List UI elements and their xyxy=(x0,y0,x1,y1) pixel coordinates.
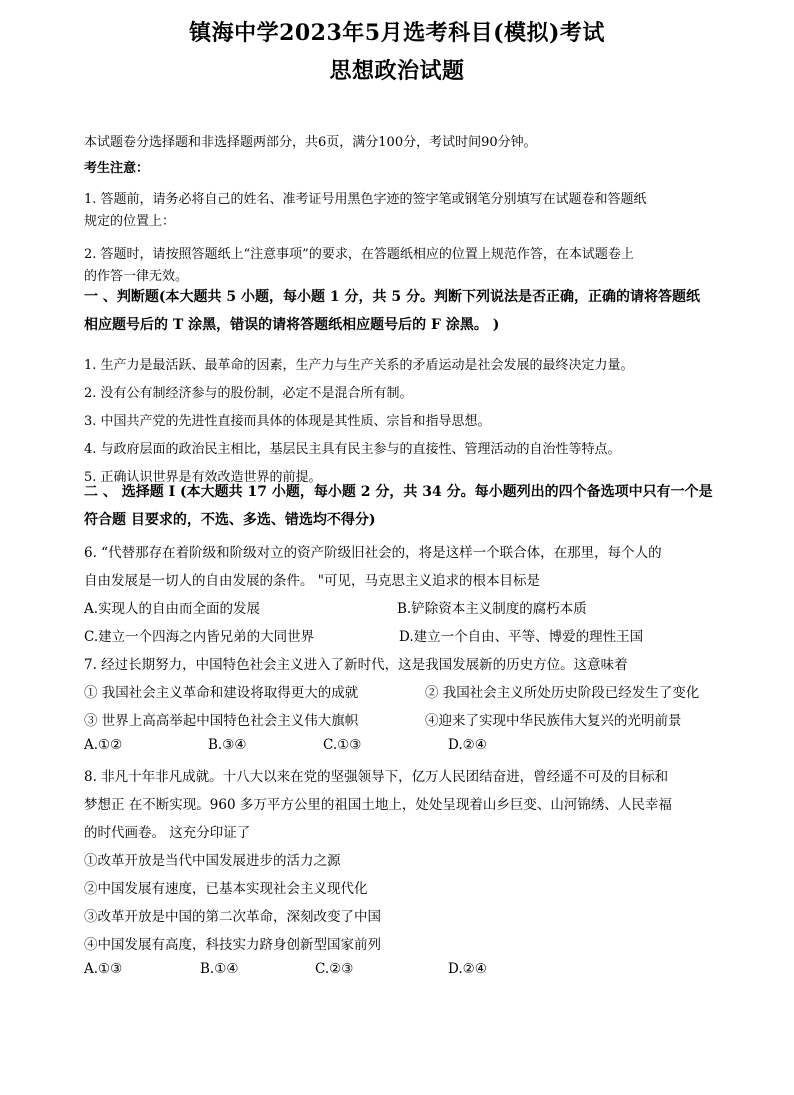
section2-heading-line-2: 符合题 目要求的，不选、多选、错选均不得分) xyxy=(84,512,376,528)
q6-stem-line-1: 6. “代替那存在着阶级和阶级对立的资产阶级旧社会的，将是这样一个联合体，在那里，每个人的 xyxy=(84,545,662,561)
q7-statement-2: ② 我国社会主义所处历史阶段已经发生了变化 xyxy=(425,685,700,701)
q7-option-b: B.③④ xyxy=(208,737,247,753)
note-1-line-2: 规定的位置上： xyxy=(84,214,176,229)
q7-stem: 7. 经过长期努力，中国特色社会主义进入了新时代，这是我国发展新的历史方位。这意味着 xyxy=(84,657,628,673)
q7-option-d: D.②④ xyxy=(448,737,487,753)
page-title: 镇海中学2023年5月选考科目(模拟)考试 xyxy=(189,20,605,46)
q8-statement-3: ③改革开放是中国的第二次革命，深刻改变了中国 xyxy=(84,909,381,925)
section1-heading-line-2: 相应题号后的 T 涂黑，错误的请将答题纸相应题号后的 F 涂黑。 ) xyxy=(84,317,500,333)
q8-statement-2: ②中国发展有速度，已基本实现社会主义现代化 xyxy=(84,881,368,897)
q6-option-b: B.铲除资本主义制度的腐朽本质 xyxy=(397,601,587,617)
q8-statement-1: ①改革开放是当代中国发展进步的活力之源 xyxy=(84,853,341,869)
section1-heading-line-1: 一 、判断题(本大题共 5 小题，每小题 1 分，共 5 分。判断下列说法是否正确，正确的请将答题纸 xyxy=(84,289,700,305)
q8-stem-line-2: 梦想正 在不断实现。960 多万平方公里的祖国土地上，处处呈现着山乡巨变、山河锦绣、人民幸福 xyxy=(84,797,672,813)
q7-statement-3: ③ 世界上高高举起中国特色社会主义伟大旗帜 xyxy=(84,713,359,729)
judgment-item-3: 3. 中国共产党的先进性直接而具体的体现是其性质、宗旨和指导思想。 xyxy=(84,414,491,429)
judgment-item-1: 1. 生产力是最活跃、最革命的因素，生产力与生产关系的矛盾运动是社会发展的最终决定力量。 xyxy=(84,358,634,373)
note-2-line-1: 2. 答题时，请按照答题纸上“注意事项”的要求，在答题纸相应的位置上规范作答，在本试题卷上 xyxy=(84,247,634,262)
q8-stem-line-1: 8. 非凡十年非凡成就。十八大以来在党的坚强领导下，亿万人民团结奋进，曾经遥不可及的目标和 xyxy=(84,769,669,785)
note-1-line-1: 1. 答题前，请务必将自己的姓名、准考证号用黑色字迹的签字笔或钢笔分别填写在试题卷和答题纸 xyxy=(84,192,647,207)
judgment-item-5: 5. 正确认识世界是有效改造世界的前提。 xyxy=(84,470,322,485)
q6-option-d: D.建立一个自由、平等、博爱的理性王国 xyxy=(399,629,644,645)
q8-option-d: D.②④ xyxy=(448,961,487,977)
q8-option-b: B.①④ xyxy=(200,961,239,977)
q7-statement-1: ① 我国社会主义革命和建设将取得更大的成就 xyxy=(84,685,359,701)
q7-option-a: A.①② xyxy=(84,737,123,753)
q8-stem-line-3: 的时代画卷。 这充分印证了 xyxy=(84,825,251,841)
q7-statement-4: ④迎来了实现中华民族伟大复兴的光明前景 xyxy=(425,713,682,729)
note-2-line-2: 的作答一律无效。 xyxy=(84,269,189,284)
section2-heading-line-1: 二 、 选择题 I (本大题共 17 小题，每小题 2 分，共 34 分。每小题列出的四个备选项中只有一个是 xyxy=(84,484,713,500)
q6-option-a: A.实现人的自由而全面的发展 xyxy=(84,601,261,617)
q6-stem-line-2: 自由发展是一切人的自由发展的条件。 "可见，马克思主义追求的根本目标是 xyxy=(84,573,540,589)
q8-option-a: A.①③ xyxy=(84,961,123,977)
judgment-item-2: 2. 没有公有制经济参与的股份制，必定不是混合所有制。 xyxy=(84,386,413,401)
judgment-item-4: 4. 与政府层面的政治民主相比，基层民主具有民主参与的直接性、管理活动的自治性等特点。 xyxy=(84,442,621,457)
q6-option-c: C.建立一个四海之内皆兄弟的大同世界 xyxy=(84,629,315,645)
q7-option-c: C.①③ xyxy=(323,737,362,753)
notice-label: 考生注意： xyxy=(84,161,150,176)
exam-description: 本试题卷分选择题和非选择题两部分，共6页，满分100分，考试时间90分钟。 xyxy=(84,135,537,150)
page-subtitle: 思想政治试题 xyxy=(329,58,465,84)
q8-option-c: C.②③ xyxy=(315,961,354,977)
q8-statement-4: ④中国发展有高度，科技实力跻身创新型国家前列 xyxy=(84,937,381,953)
